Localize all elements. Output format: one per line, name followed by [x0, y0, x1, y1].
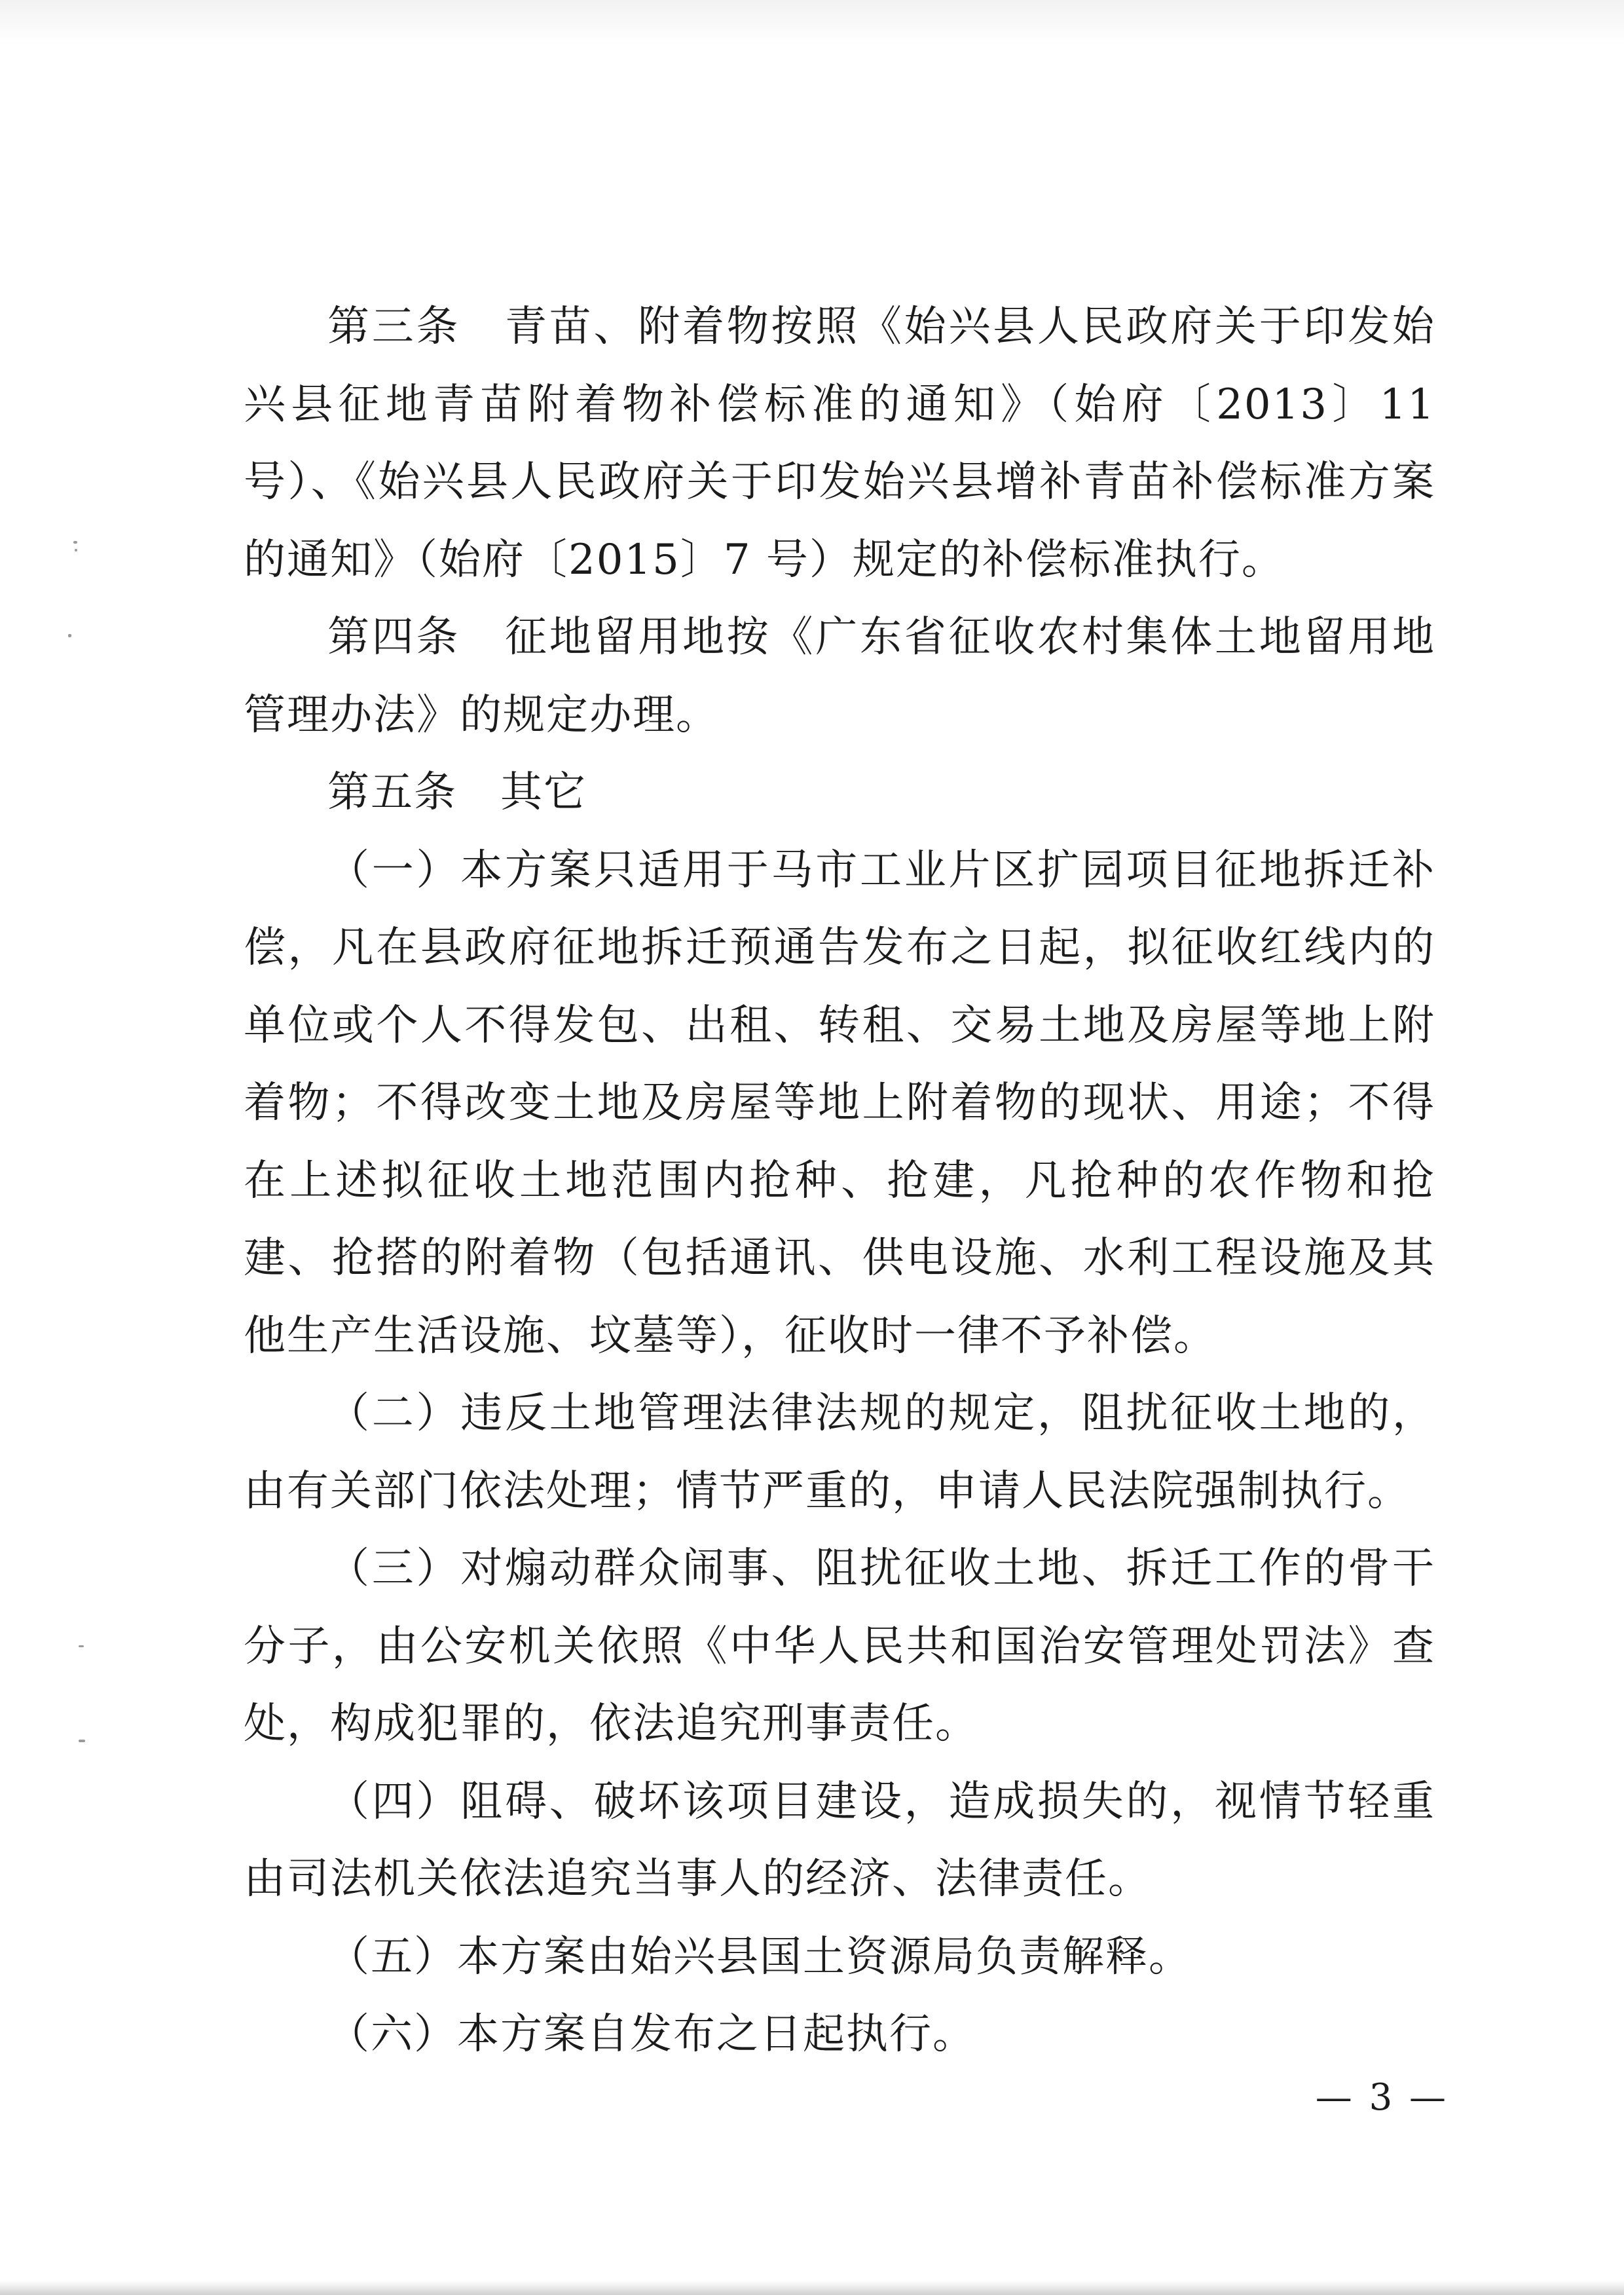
article-5-heading: 第五条 其它: [327, 768, 587, 817]
clause-2-paragraph: （二）违反土地管理法律法规的规定，阻扰征收土地的，由有关部门依法处理；情节严重的，申请人民法院强制执行。: [244, 1389, 1435, 1516]
clause-4-paragraph: （四）阻碍、破坏该项目建设，造成损失的，视情节轻重由司法机关依法追究当事人的经济、法律责任。: [244, 1777, 1435, 1903]
article-4-paragraph: 第四条 征地留用地按《广东省征收农村集体土地留用地管理办法》的规定办理。: [244, 613, 1435, 739]
article-3-paragraph: 第三条 青苗、附着物按照《始兴县人民政府关于印发始兴县征地青苗附着物补偿标准的通知》（始府〔2013〕11 号）、《始兴县人民政府关于印发始兴县增补青苗补偿标准方案的通知》（始府〔2015〕7 号）规定的补偿标准执行。: [244, 303, 1435, 584]
scan-speck: [68, 634, 71, 637]
scan-top-shadow: [0, 0, 1624, 46]
clause-3-paragraph: （三）对煽动群众闹事、阻扰征收土地、拆迁工作的骨干分子，由公安机关依照《中华人民共和国治安管理处罚法》查处，构成犯罪的，依法追究刑事责任。: [244, 1544, 1435, 1748]
scan-speck: [79, 1645, 84, 1647]
clause-6-paragraph: （六）本方案自发布之日起执行。: [327, 2010, 976, 2059]
document-body: [244, 288, 1435, 2074]
clause-1-paragraph: （一）本方案只适用于马市工业片区扩园项目征地拆迁补偿，凡在县政府征地拆迁预通告发布之日起，拟征收红线内的单位或个人不得发包、出租、转租、交易土地及房屋等地上附着物；不得改变土地及房屋等地上附着物的现状、用途；不得在上述拟征收土地范围内抢种、抢建，凡抢种的农作物和抢建、抢搭的附着物（包括通讯、供电设施、水利工程设施及其他生产生活设施、坟墓等），征收时一律不予补偿。: [244, 846, 1435, 1360]
scan-bottom-shadow: [0, 2281, 1624, 2295]
clause-5-paragraph: （五）本方案由始兴县国土资源局负责解释。: [327, 1932, 1192, 1981]
page-number: — 3 —: [1315, 2076, 1449, 2119]
scan-speck: [79, 1740, 85, 1742]
scan-speck: [73, 541, 77, 544]
scan-speck: [75, 549, 77, 551]
